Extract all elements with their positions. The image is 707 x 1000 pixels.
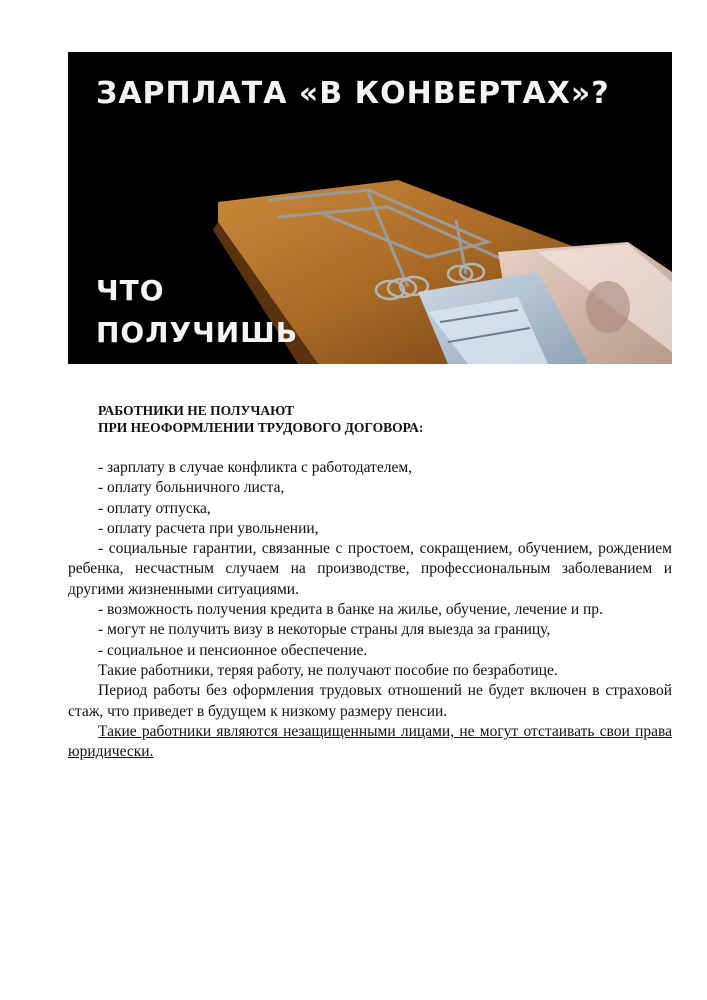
list-item: - социальное и пенсионное обеспечение.: [98, 641, 368, 659]
section-heading: [98, 402, 423, 436]
banner-subtitle: [96, 270, 298, 354]
list-item: - зарплату в случае конфликта с работодателем,: [98, 459, 413, 476]
list-item: - оплату больничного листа,: [98, 479, 285, 497]
paragraph-pension: Период работы без оформления трудовых отношений не будет включен в страховой стаж, что приведет в будущем к низкому размеру пенсии.: [68, 682, 672, 720]
list-item: - могут не получить визу в некоторые страны для выезда за границу,: [98, 621, 551, 639]
banner-subtitle-line-1: ЧТО: [96, 274, 165, 307]
list-item: - оплату расчета при увольнении,: [98, 519, 319, 537]
paragraph-conclusion: Такие работники являются незащищенными лицами, не могут отстаивать свои права юридически.: [68, 722, 672, 761]
banner-title: ЗАРПЛАТА «В КОНВЕРТАХ»?: [96, 76, 610, 111]
paragraph-unemployment: Такие работники, теряя работу, не получают пособие по безработице.: [98, 661, 558, 679]
document-body: [68, 458, 672, 762]
list-item: - социальные гарантии, связанные с простоем, сокращением, обучением, рождением ребенка, несчастным случаем на производстве, профессиональным заболеванием и другими жизненными ситуациями.: [68, 540, 672, 598]
banner-subtitle-line-2: ПОЛУЧИШЬ: [96, 316, 299, 349]
heading-line-1: РАБОТНИКИ НЕ ПОЛУЧАЮТ: [98, 403, 294, 418]
list-item: - оплату отпуска,: [98, 499, 211, 517]
heading-line-2: ПРИ НЕОФОРМЛЕНИИ ТРУДОВОГО ДОГОВОРА:: [98, 420, 424, 435]
banner-image: [68, 52, 672, 364]
list-item: - возможность получения кредита в банке на жилье, обучение, лечение и пр.: [98, 601, 603, 619]
